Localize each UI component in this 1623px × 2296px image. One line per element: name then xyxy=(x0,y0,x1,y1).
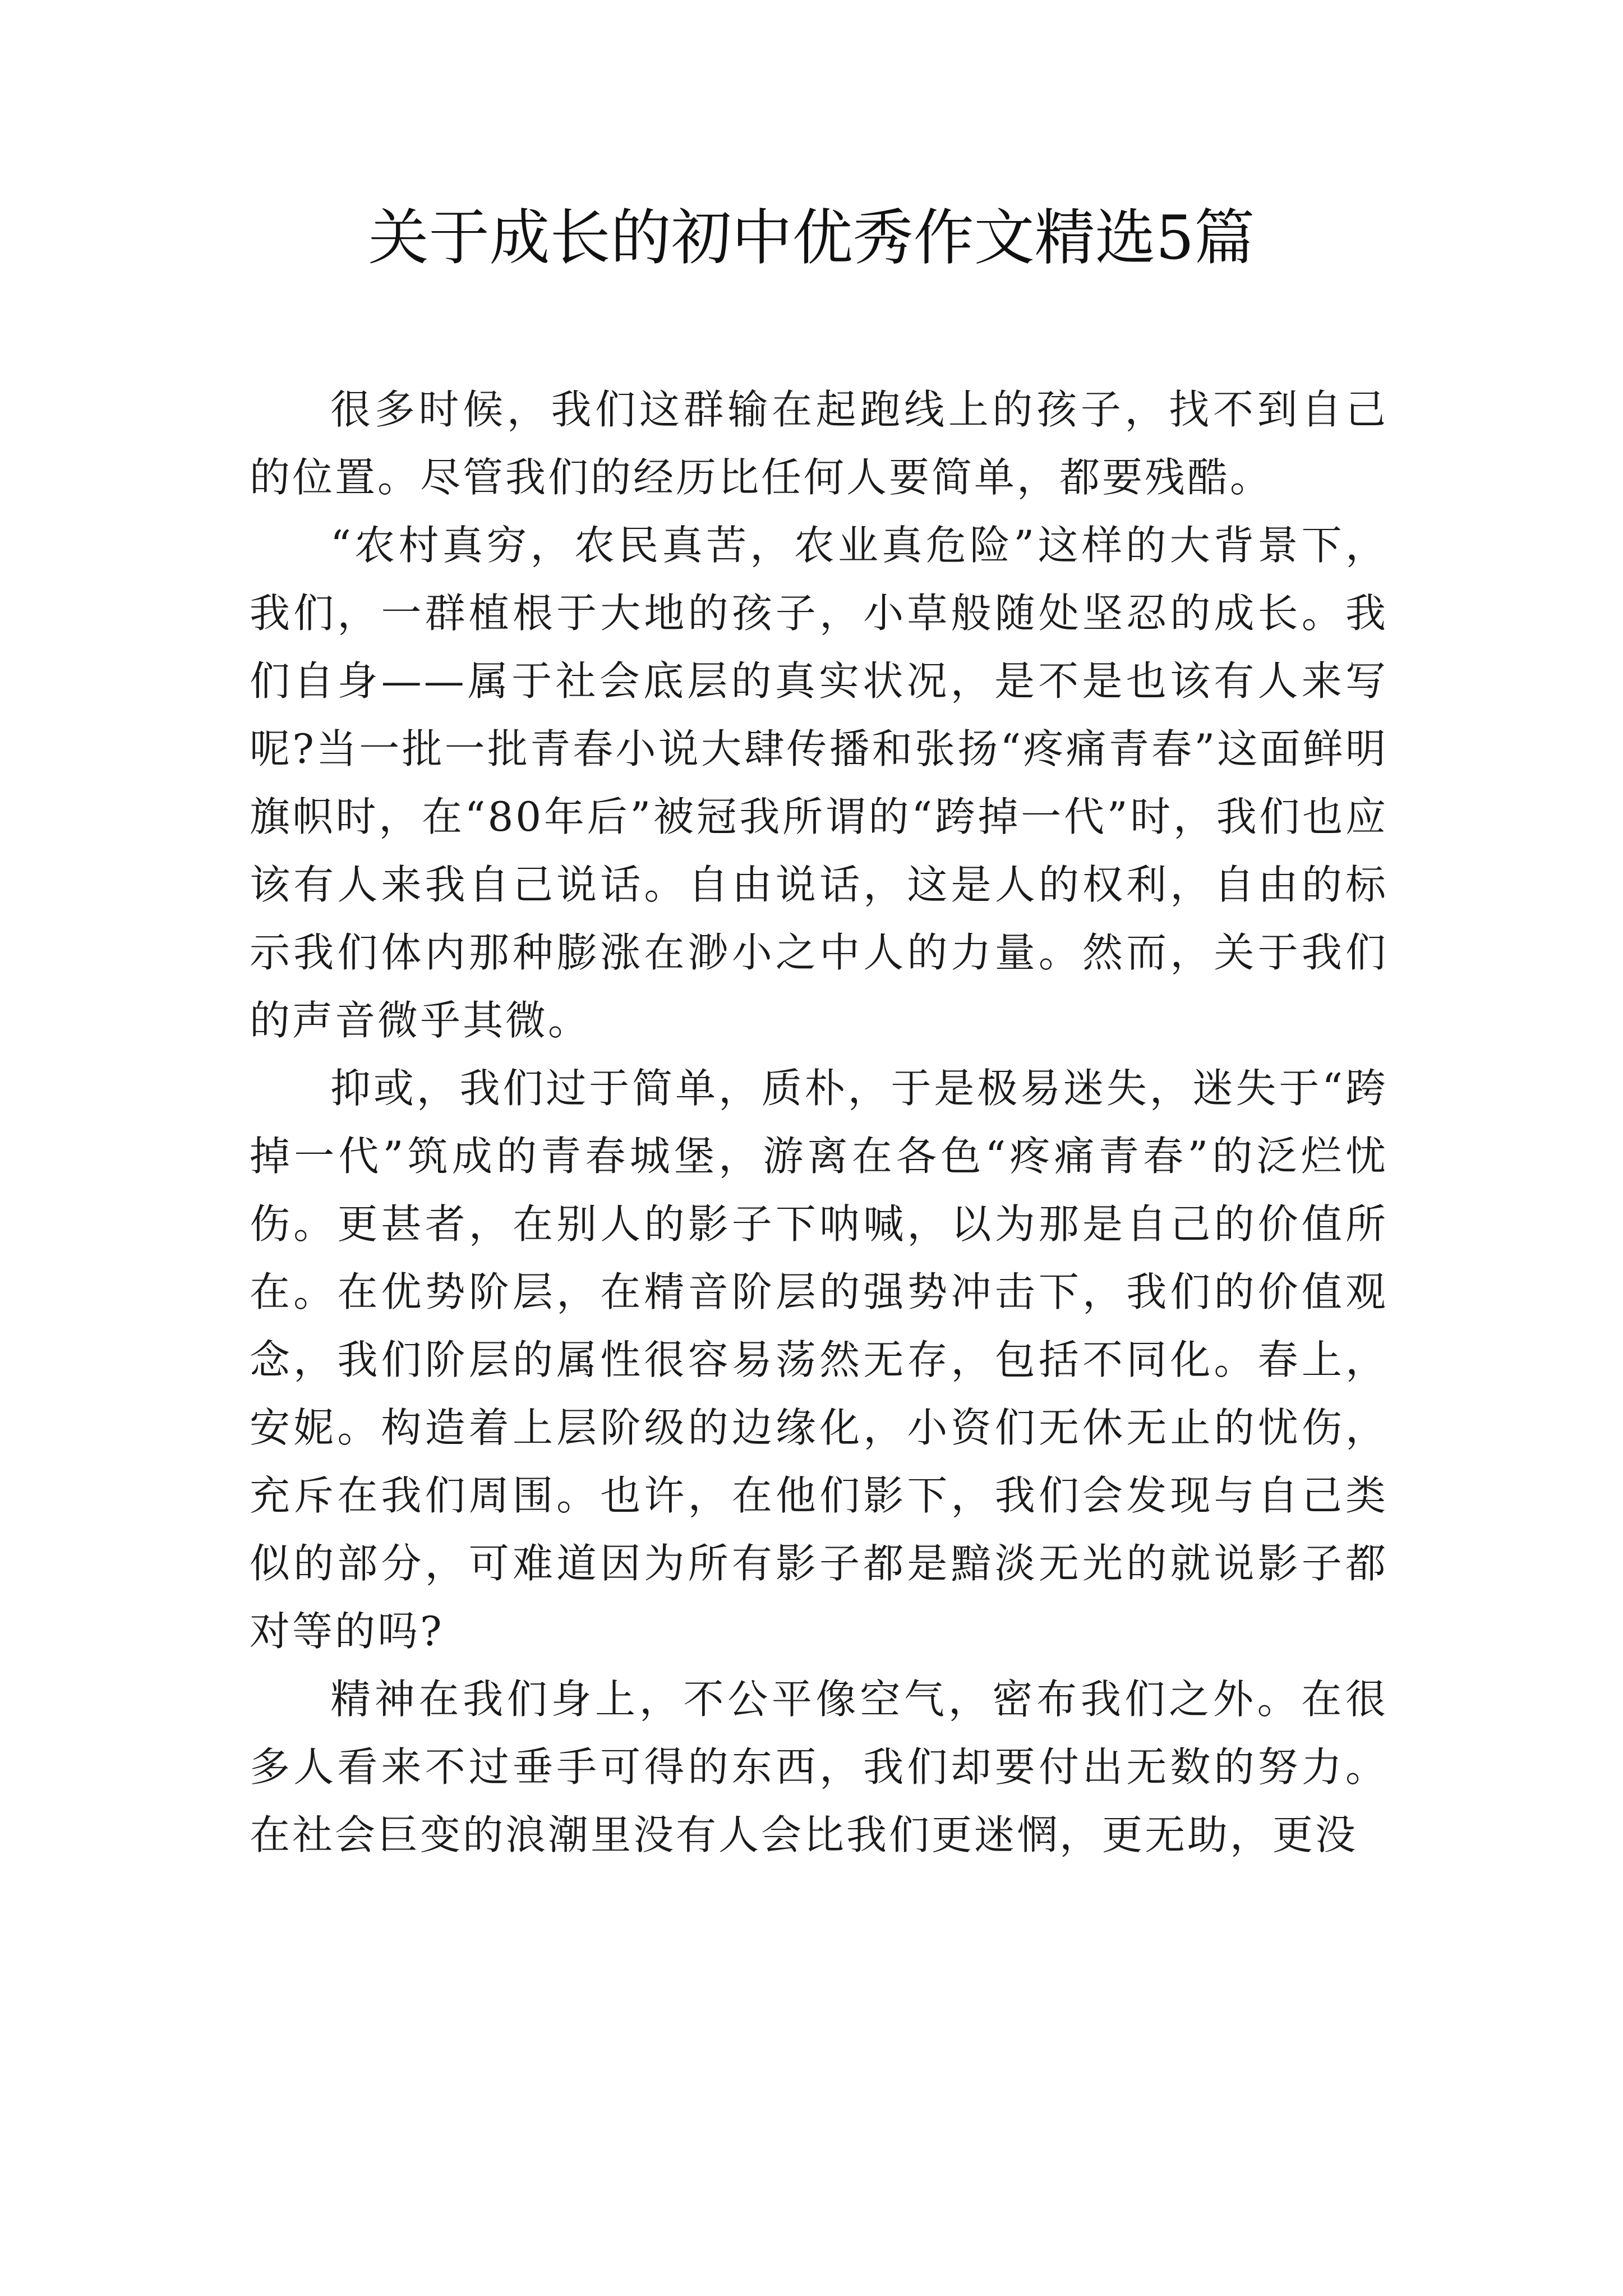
paragraph-1: 很多时候，我们这群输在起跑线上的孩子，找不到自己的位置。尽管我们的经历比任何人要简单，都要残酷。 xyxy=(250,386,1388,501)
paragraph-3: 抑或，我们过于简单，质朴，于是极易迷失，迷失于“跨掉一代”筑成的青春城堡，游离在各色“疼痛青春”的泛烂忧伤。更甚者，在别人的影子下呐喊，以为那是自己的价值所在。在优势阶层，在精音阶层的强势冲击下，我们的价值观念，我们阶层的属性很容易荡然无存，包括不同化。春上，安妮。构造着上层阶级的边缘化，小资们无休无止的忧伤，充斥在我们周围。也许，在他们影下，我们会发现与自己类似的部分，可难道因为所有影子都是黯淡无光的就说影子都对等的吗? xyxy=(250,1065,1388,1655)
document-title: 关于成长的初中优秀作文精选5篇 xyxy=(368,203,1255,273)
paragraph-2: “农村真穷，农民真苦，农业真危险”这样的大背景下，我们，一群植根于大地的孩子，小草般随处坚忍的成长。我们自身——属于社会底层的真实状况，是不是也该有人来写呢?当一批一批青春小说大肆传播和张扬“疼痛青春”这面鲜明旗帜时，在“80年后”被冠我所谓的“跨掉一代”时，我们也应该有人来我自己说话。自由说话，这是人的权利，自由的标示我们体内那种膨涨在渺小之中人的力量。然而，关于我们的声音微乎其微。 xyxy=(250,522,1388,1044)
paragraph-4: 精神在我们身上，不公平像空气，密布我们之外。在很多人看来不过垂手可得的东西，我们却要付出无数的努力。在社会巨变的浪潮里没有人会比我们更迷惘，更无助，更没 xyxy=(250,1676,1388,1858)
document-body xyxy=(250,376,1388,1869)
